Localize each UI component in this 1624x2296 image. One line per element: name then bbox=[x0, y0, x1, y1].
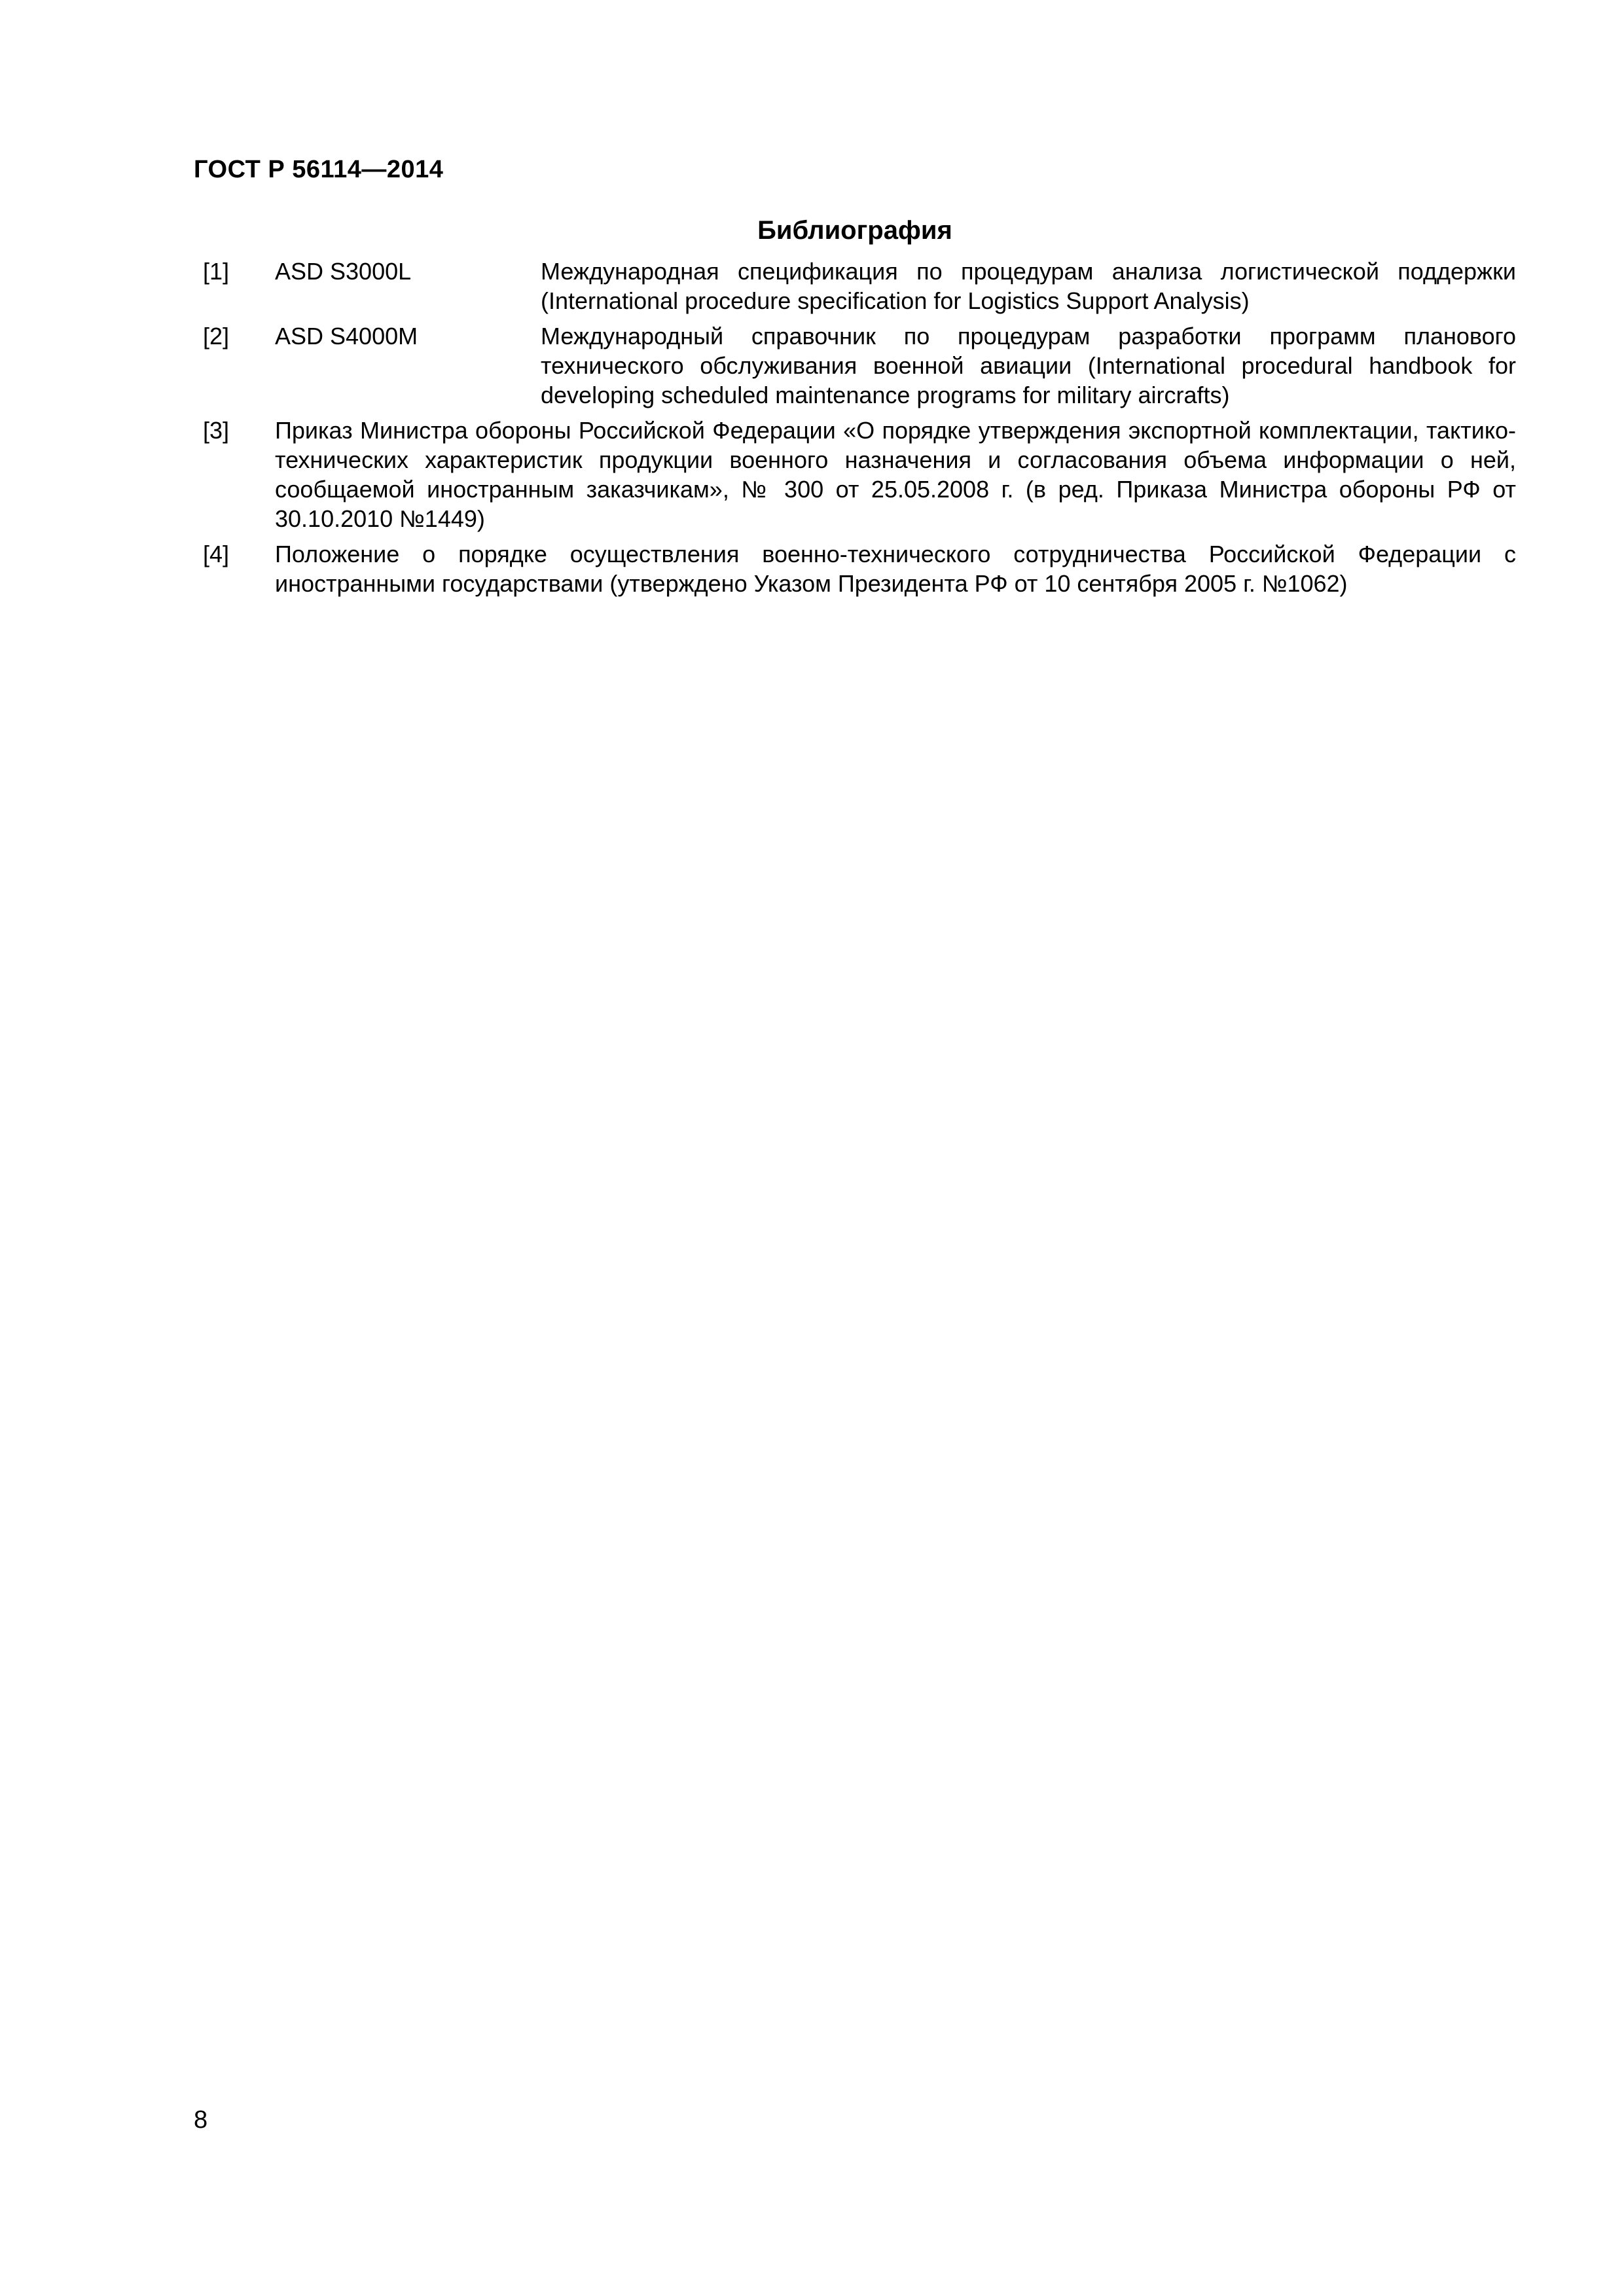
bibliography-entry bbox=[194, 257, 1516, 315]
section-title: Библиография bbox=[757, 216, 952, 245]
entry-number: [1] bbox=[203, 258, 230, 285]
bibliography-entry bbox=[194, 321, 1516, 410]
entry-text: Международный справочник по процедурам разработки программ планового технического обслуживания военной авиации (International procedural handbook for developing scheduled maintenance programs for military aircrafts) bbox=[541, 323, 1516, 408]
entry-text: Международная спецификация по процедурам анализа логистической поддержки (International procedure specification for Logistics Support Analysis) bbox=[541, 258, 1516, 314]
entry-number: [2] bbox=[203, 323, 230, 350]
entry-number: [3] bbox=[203, 417, 230, 444]
document-header: ГОСТ Р 56114—2014 bbox=[194, 156, 444, 183]
entry-code: ASD S3000L bbox=[275, 258, 412, 285]
bibliography-entry bbox=[194, 539, 1516, 598]
entry-code: ASD S4000M bbox=[275, 323, 418, 350]
entry-text: Приказ Министра обороны Российской Федерации «О порядке утверждения экспортной комплектации, тактико-технических характеристик продукции военного назначения и согласования объема информации о ней, сообщаемой иностранным заказчикам», № 300 от 25.05.2008 г. (в ред. Приказа Министра обороны РФ от 30.10.2010 №1449) bbox=[275, 417, 1516, 532]
page-number: 8 bbox=[194, 2106, 208, 2134]
entry-text: Положение о порядке осуществления военно-технического сотрудничества Российской Федерации с иностранными государствами (утверждено Указом Президента РФ от 10 сентября 2005 г. №1062) bbox=[275, 541, 1516, 597]
bibliography-entry bbox=[194, 416, 1516, 533]
entry-number: [4] bbox=[203, 541, 230, 567]
bibliography-list bbox=[194, 257, 1516, 604]
